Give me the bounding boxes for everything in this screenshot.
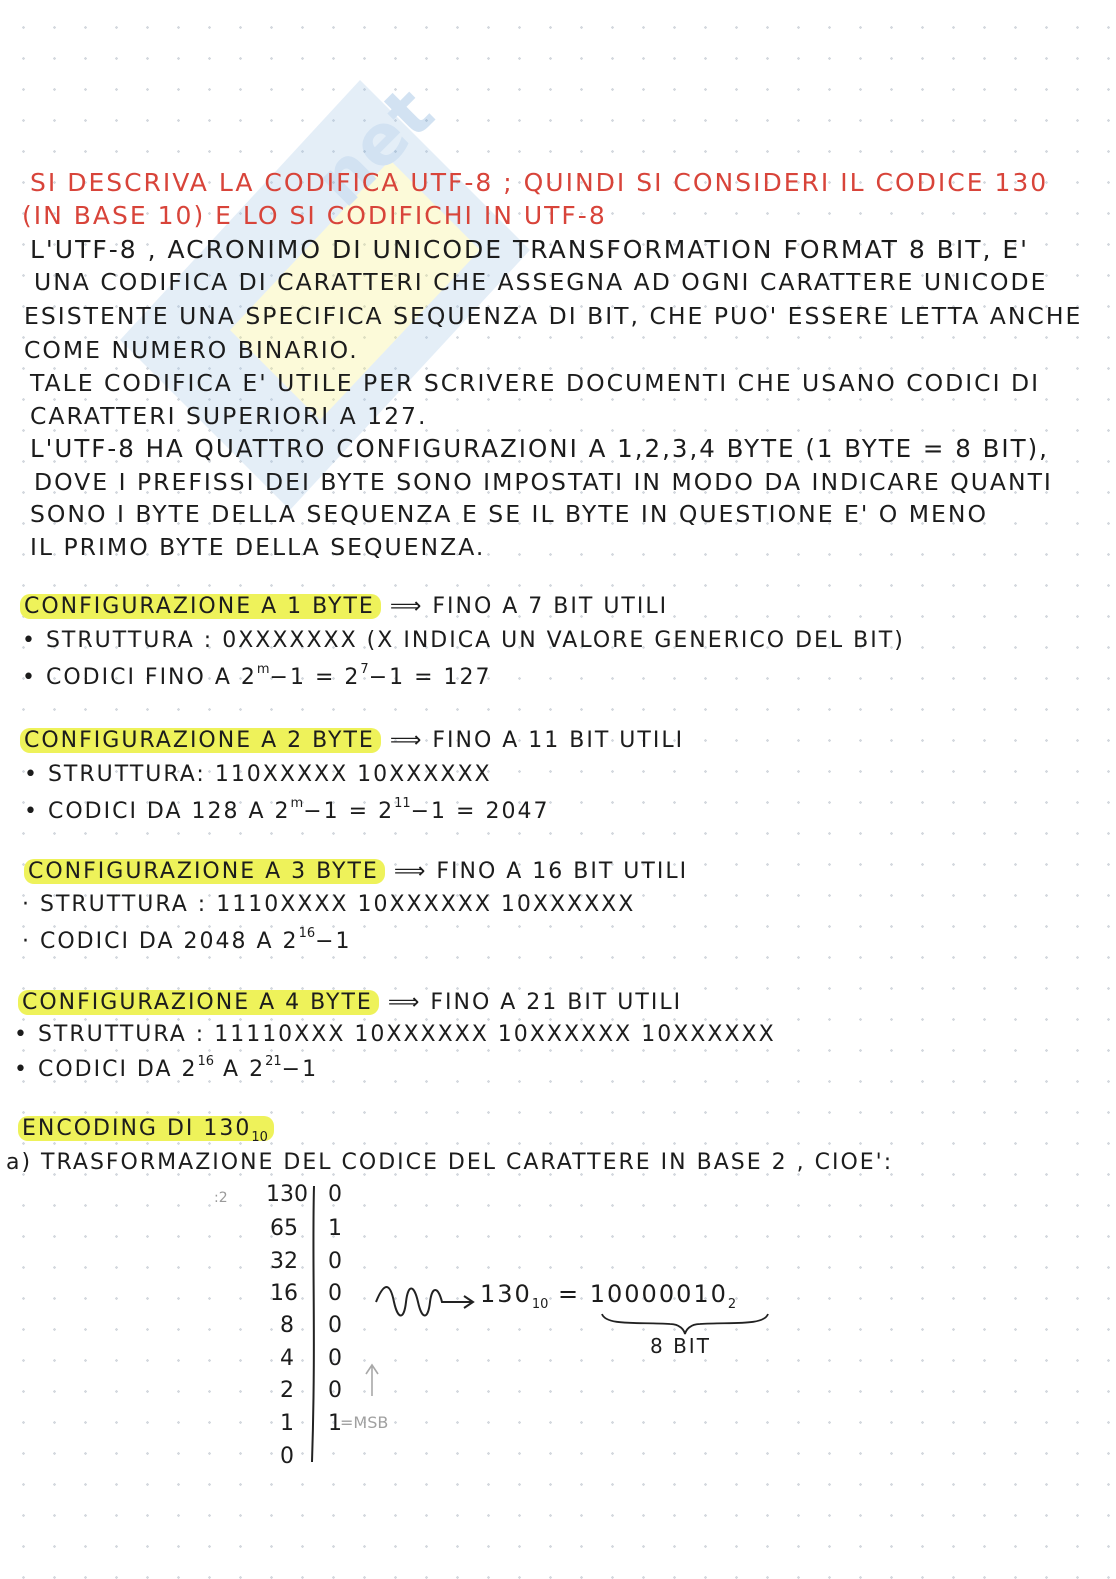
encoding-heading: ENCODING DI $130_{10}$ xyxy=(18,1116,274,1145)
quotient: 2 xyxy=(280,1378,294,1403)
config-3-heading xyxy=(24,859,688,884)
config-1-structure: • STRUTTURA : 0XXXXXXX (X INDICA UN VALORE GENERICO DEL BIT) xyxy=(22,628,905,653)
config-1-heading xyxy=(20,594,668,619)
config-4-structure: • STRUTTURA : 11110XXX 10XXXXXX 10XXXXXX 10XXXXXX xyxy=(14,1022,776,1047)
result-equation: $130_{10} = 10000010_2$ xyxy=(480,1280,737,1312)
config-2-heading xyxy=(20,728,684,753)
intro-line: TALE CODIFICA E' UTILE PER SCRIVERE DOCUMENTI CHE USANO CODICI DI xyxy=(30,369,1040,397)
quotient: 16 xyxy=(270,1281,298,1306)
implies-arrow: ⟹ xyxy=(393,859,428,884)
config-3-codes: · CODICI DA 2048 A $2^{16}-1$ xyxy=(22,926,352,954)
result-binary: 10000010 xyxy=(589,1280,728,1308)
config-3-note: FINO A 16 BIT UTILI xyxy=(436,859,689,884)
result-decimal: 130 xyxy=(480,1280,532,1308)
brace-label: 8 BIT xyxy=(650,1334,711,1358)
config-4-note: FINO A 21 BIT UTILI xyxy=(430,990,683,1015)
quotient: 4 xyxy=(280,1346,294,1371)
quotient: 0 xyxy=(280,1444,294,1469)
intro-line: DOVE I PREFISSI DEI BYTE SONO IMPOSTATI IN MODO DA INDICARE QUANTI xyxy=(34,468,1053,496)
quotient: 65 xyxy=(270,1216,298,1241)
encoding-title: ENCODING DI 130 xyxy=(22,1116,252,1141)
remainder: 1 xyxy=(328,1216,342,1241)
underbrace xyxy=(600,1312,770,1336)
intro-line: ESISTENTE UNA SPECIFICA SEQUENZA DI BIT, CHE PUO' ESSERE LETTA ANCHE xyxy=(24,302,1083,330)
intro-line: L'UTF-8 HA QUATTRO CONFIGURAZIONI A 1,2,3,4 BYTE (1 BYTE = 8 BIT), xyxy=(30,434,1049,463)
implies-arrow: ⟹ xyxy=(389,728,424,753)
config-1-note: FINO A 7 BIT UTILI xyxy=(432,594,669,619)
quotient: 130 xyxy=(266,1182,308,1207)
division-divider xyxy=(300,1180,330,1470)
config-2-structure: • STRUTTURA: 110XXXXX 10XXXXXX xyxy=(24,762,492,787)
config-1-codes: • CODICI FINO A $2^m-1 = 2^7-1 = 127$ xyxy=(22,662,492,690)
intro-line: CARATTERI SUPERIORI A 127. xyxy=(30,402,428,430)
question-line-2: (IN BASE 10) E LO SI CODIFICHI IN UTF-8 xyxy=(22,201,607,230)
intro-line: IL PRIMO BYTE DELLA SEQUENZA. xyxy=(30,533,486,561)
divide-by-two-mark: :2 xyxy=(214,1190,228,1206)
msb-note: =MSB xyxy=(340,1413,389,1432)
quotient: 32 xyxy=(270,1249,298,1274)
config-2-title: CONFIGURAZIONE A 2 BYTE xyxy=(20,728,381,753)
remainder: 0 xyxy=(328,1346,342,1371)
remainder: 0 xyxy=(328,1182,342,1207)
remainder: 0 xyxy=(328,1378,342,1403)
intro-line: L'UTF-8 , ACRONIMO DI UNICODE TRANSFORMATION FORMAT 8 BIT, E' xyxy=(30,235,1030,264)
config-4-title: CONFIGURAZIONE A 4 BYTE xyxy=(18,990,379,1015)
intro-line: UNA CODIFICA DI CARATTERI CHE ASSEGNA AD OGNI CARATTERE UNICODE xyxy=(34,268,1048,296)
intro-line: SONO I BYTE DELLA SEQUENZA E SE IL BYTE IN QUESTIONE E' O MENO xyxy=(30,500,988,528)
implies-arrow: ⟹ xyxy=(389,594,424,619)
remainder: 1 xyxy=(328,1411,342,1436)
remainder: 0 xyxy=(328,1249,342,1274)
question-line-1: SI DESCRIVA LA CODIFICA UTF-8 ; QUINDI SI CONSIDERI IL CODICE 130 xyxy=(30,168,1049,197)
remainder: 0 xyxy=(328,1313,342,1338)
equals-sign: = xyxy=(558,1280,581,1308)
encoding-step-a: a) TRASFORMAZIONE DEL CODICE DEL CARATTERE IN BASE 2 , CIOE': xyxy=(6,1150,894,1175)
implies-arrow: ⟹ xyxy=(387,990,422,1015)
remainder: 0 xyxy=(328,1281,342,1306)
up-arrow-icon xyxy=(362,1362,382,1398)
config-2-note: FINO A 11 BIT UTILI xyxy=(432,728,685,753)
config-2-codes: • CODICI DA 128 A $2^m-1 = 2^{11}-1 = 2047$ xyxy=(24,796,550,824)
squiggle-arrow-icon xyxy=(372,1278,482,1324)
config-4-codes: • CODICI DA $2^{16}$ A $2^{21}-1$ xyxy=(14,1054,319,1082)
quotient: 8 xyxy=(280,1313,294,1338)
config-3-structure: · STRUTTURA : 1110XXXX 10XXXXXX 10XXXXXX xyxy=(22,892,636,917)
config-4-heading xyxy=(18,990,682,1015)
quotient: 1 xyxy=(280,1411,294,1436)
config-1-title: CONFIGURAZIONE A 1 BYTE xyxy=(20,594,381,619)
config-3-title: CONFIGURAZIONE A 3 BYTE xyxy=(24,859,385,884)
watermark-text: net xyxy=(299,71,450,223)
intro-line: COME NUMERO BINARIO. xyxy=(24,336,359,364)
